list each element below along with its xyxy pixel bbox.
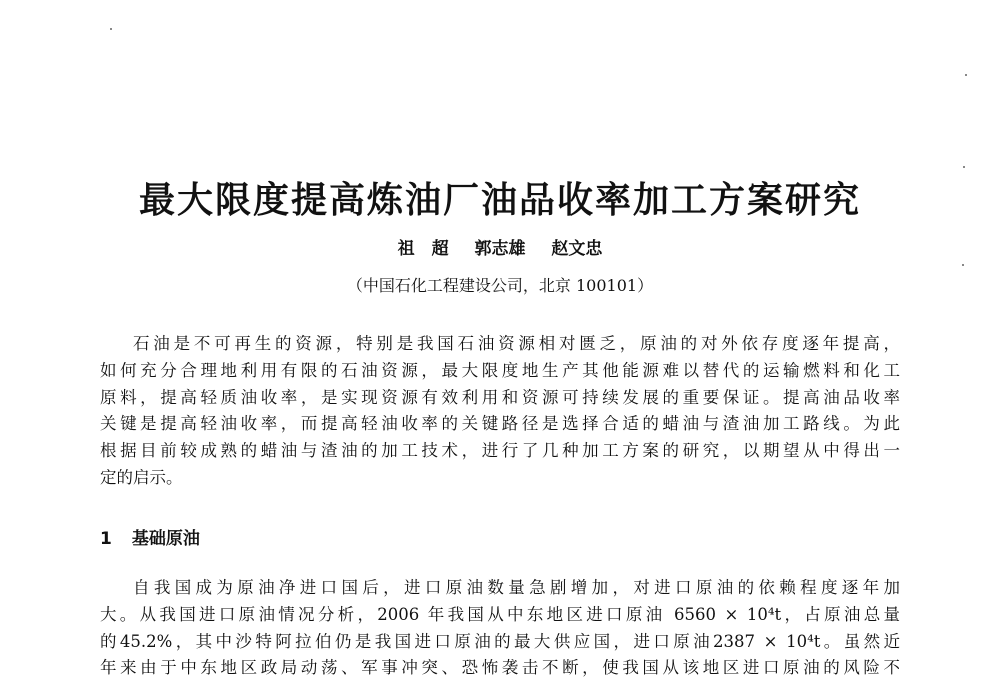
affiliation: （中国石化工程建设公司，北京 100101） — [346, 276, 654, 295]
author-name: 郭志雄 — [474, 239, 526, 259]
scan-speck — [110, 28, 112, 30]
author-name: 赵文忠 — [551, 239, 603, 259]
paragraph-line: 定的启示。 — [100, 467, 183, 487]
scan-speck — [962, 264, 964, 266]
author-name: 祖 超 — [397, 239, 449, 259]
section-paragraph — [100, 575, 900, 682]
scan-speck — [965, 74, 967, 76]
paragraph-line: 根据目前较成熟的蜡油与渣油的加工技术，进行了几种加工方案的研究，以期望从中得出一 — [100, 441, 900, 461]
section-heading — [100, 524, 200, 549]
paragraph-line: 年来由于中东地区政局动荡、军事冲突、恐怖袭击不断，使我国从该地区进口原油的风险不 — [100, 658, 900, 678]
paragraph-line: 关键是提高轻油收率，而提高轻油收率的关键路径是选择合适的蜡油与渣油加工路线。为此 — [100, 414, 900, 434]
author-list — [0, 234, 1000, 259]
paragraph-line: 石油是不可再生的资源，特别是我国石油资源相对匮乏，原油的对外依存度逐年提高， — [133, 334, 900, 353]
paragraph-line: 如何充分合理地利用有限的石油资源，最大限度地生产其他能源难以替代的运输燃料和化工 — [100, 360, 900, 380]
section-title: 基础原油 — [131, 529, 200, 549]
paper-title: 最大限度提高炼油厂油品收率加工方案研究 — [138, 180, 861, 221]
scan-speck — [963, 166, 965, 168]
paragraph-line: 的45.2%，其中沙特阿拉伯仍是我国进口原油的最大供应国，进口原油2387 × 10⁴t。虽然近 — [100, 631, 900, 651]
paragraph-line: 自我国成为原油净进口国后，进口原油数量急剧增加，对进口原油的依赖程度逐年加 — [133, 578, 900, 597]
section-number: 1 — [100, 529, 112, 549]
paragraph-line: 原料，提高轻质油收率，是实现资源有效利用和资源可持续发展的重要保证。提高油品收率 — [100, 387, 900, 407]
paragraph-line: 大。从我国进口原油情况分析，2006 年我国从中东地区进口原油 6560 × 10⁴t，占原油总量 — [100, 604, 900, 624]
abstract-paragraph — [100, 331, 900, 492]
